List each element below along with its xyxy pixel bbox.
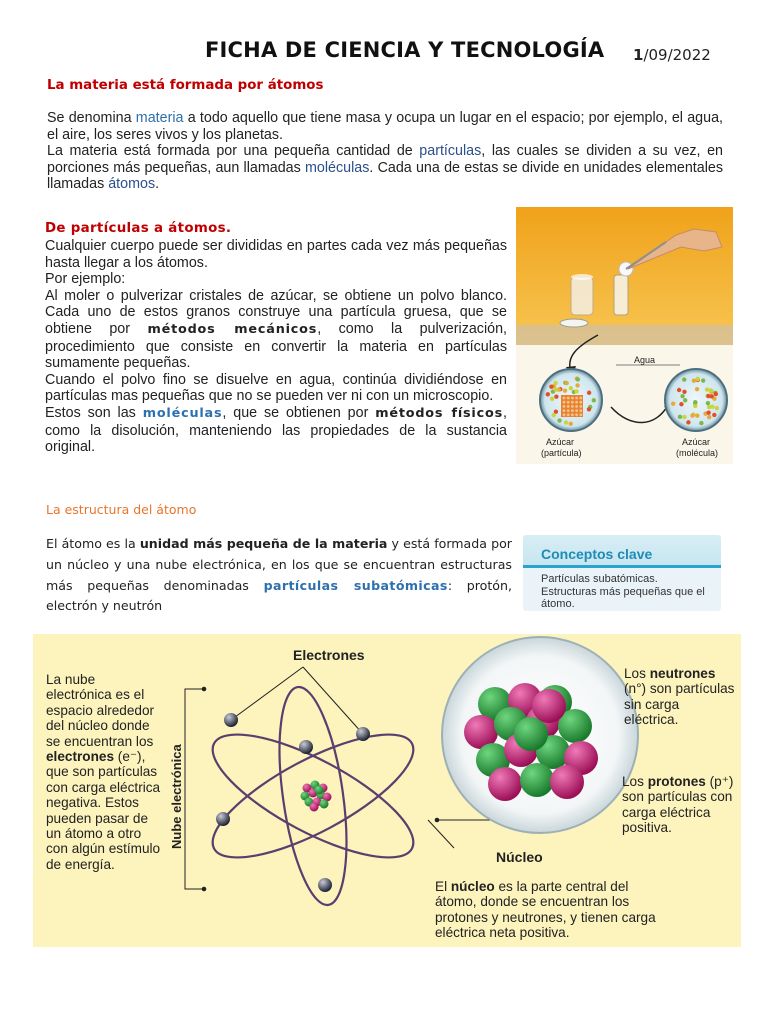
sugar-dot	[554, 388, 558, 392]
text-run: y está formada por un núcleo y una nube electrónica, en los que se encuentran estructuras más pequeñas denominadas	[46, 536, 512, 593]
sugar-dot	[592, 398, 596, 402]
section-heading-particulas: De partículas a átomos.	[45, 221, 232, 236]
text-run: Los	[624, 666, 650, 681]
water-label: Agua	[634, 355, 656, 365]
text-run: El átomo es la	[46, 536, 140, 551]
bold-term: núcleo	[450, 879, 495, 894]
neutron-icon	[520, 763, 554, 797]
paragraph: Cualquier cuerpo puede ser divididas en partes cada vez más pequeñas hasta llegar a los átomos.	[45, 238, 507, 271]
concepts-box	[523, 535, 721, 611]
cloud-vertical-label: Nube electrónica	[169, 744, 184, 849]
bold-term: métodos mecánicos	[147, 321, 318, 337]
text-run: a todo aquello que tiene masa y ocupa un lugar en el espacio; por ejemplo, el agua, el aire, los seres vivos y los planetas.	[47, 110, 723, 143]
intro-text	[47, 110, 723, 193]
date-day: 1	[633, 46, 644, 64]
neutron-icon	[514, 717, 548, 751]
section-heading-estructura: La estructura del átomo	[46, 502, 197, 517]
dish-icon	[560, 319, 588, 327]
text-run: La nube electrónica es el espacio alrededor del núcleo donde se encuentran los	[46, 672, 155, 749]
text-run: Estos son las	[45, 404, 143, 421]
sugar-dot	[575, 383, 579, 387]
particulas-text	[45, 238, 507, 456]
sugar-dot	[671, 402, 675, 406]
sugar-dot	[587, 391, 591, 395]
text-run: , como la pulverización, procedimiento que consiste en convertir la materia en partículas sumamente pequeñas.	[45, 320, 507, 372]
left-caption-2: (partícula)	[541, 448, 582, 458]
neutron-icon	[320, 800, 329, 809]
paragraph	[45, 288, 507, 372]
sugar-dot	[699, 421, 703, 425]
link-atomos[interactable]: átomos	[108, 176, 156, 193]
cube-dot	[575, 413, 578, 416]
cube-dot	[563, 397, 566, 400]
text-run: , como la disolución, manteniendo las propiedades de la sustancia original.	[45, 404, 507, 456]
sugar-dot	[550, 397, 554, 401]
cube-dot	[567, 397, 570, 400]
cube-dot	[579, 405, 582, 408]
link-moleculas-2[interactable]: moléculas	[142, 405, 223, 421]
sugar-dot	[569, 422, 573, 426]
cube-dot	[563, 401, 566, 404]
text-run: : protón, electrón y neutrón	[46, 577, 512, 614]
proton-icon	[310, 803, 319, 812]
text-run: (n°) son partículas sin carga eléctrica.	[624, 681, 735, 728]
cube-dot	[575, 409, 578, 412]
arrow-icon	[611, 405, 668, 423]
intro-paragraph-1	[47, 110, 723, 143]
cube-dot	[571, 405, 574, 408]
sugar-dot	[679, 402, 683, 406]
page-title: FICHA DE CIENCIA Y TECNOLOGÍA	[205, 38, 605, 62]
sugar-dot	[683, 398, 687, 402]
sugar-dot	[546, 392, 550, 396]
cube-dot	[579, 401, 582, 404]
sugar-dot	[557, 418, 561, 422]
paragraph: Cuando el polvo fino se disuelve en agua, continúa dividiéndose en partículas mas pequeñas que no se pueden ver ni con un microscopio.	[45, 371, 507, 405]
sugar-dot	[695, 387, 699, 391]
cube-dot	[567, 413, 570, 416]
text-run: , las cuales se dividen a su vez, en porciones más pequeñas, aun llamadas	[47, 143, 723, 176]
text-run: El	[435, 879, 451, 894]
text-run: .	[155, 176, 160, 193]
sugar-dissolution-figure	[516, 207, 733, 464]
link-particulas-subatomicas[interactable]: partículas subatómicas	[263, 577, 448, 593]
concepts-definition: Estructuras más pequeñas que el átomo.	[541, 586, 705, 610]
date-rest: /09/2022	[643, 46, 711, 64]
concepts-divider	[523, 565, 721, 568]
cube-dot	[579, 413, 582, 416]
neutrons-description	[624, 666, 736, 728]
concepts-title: Conceptos clave	[541, 546, 653, 562]
text-run: Al moler o pulverizar cristales de azúcar, se obtiene un polvo blanco. Cada uno de estos granos construye una partícula gruesa, que se obtiene por	[45, 287, 507, 337]
sugar-dot	[549, 385, 553, 389]
small-nucleus	[301, 781, 332, 812]
cube-dot	[575, 397, 578, 400]
text-run: . Cada una de estas se divide en unidades elementales llamadas	[47, 159, 723, 193]
section-heading-materia: La materia está formada por átomos	[47, 78, 324, 93]
proton-icon	[488, 767, 522, 801]
protons-description	[622, 774, 736, 836]
electron-icon	[224, 713, 238, 727]
sugar-dot	[565, 381, 569, 385]
sugar-dot	[680, 394, 684, 398]
sugar-dot	[690, 413, 694, 417]
sugar-dot	[677, 388, 681, 392]
cube-dot	[563, 413, 566, 416]
sugar-cube-icon	[561, 395, 583, 417]
sugar-dot	[682, 415, 686, 419]
sugar-dot	[693, 400, 697, 404]
cube-dot	[567, 409, 570, 412]
sugar-figure-graphic	[516, 207, 733, 464]
cube-dot	[575, 405, 578, 408]
concepts-term: Partículas subatómicas.	[541, 573, 658, 585]
bold-term: métodos físicos	[375, 405, 504, 421]
text-run: Se denomina	[47, 110, 136, 126]
intro-paragraph-2	[47, 143, 723, 193]
sugar-dot	[587, 407, 591, 411]
sugar-dot	[706, 411, 710, 415]
cube-dot	[571, 409, 574, 412]
sugar-dot	[576, 377, 580, 381]
cloud-description	[46, 672, 164, 872]
glass-icon	[571, 277, 593, 315]
sugar-dot	[707, 415, 711, 419]
sugar-dot	[554, 394, 558, 398]
proton-icon	[550, 765, 584, 799]
proton-icon	[532, 689, 566, 723]
cube-dot	[579, 409, 582, 412]
sugar-dot	[686, 420, 690, 424]
sugar-dot	[678, 415, 682, 419]
right-caption-2: (molécula)	[676, 448, 719, 458]
electron-icon	[356, 727, 370, 741]
nucleus-description	[435, 879, 665, 941]
text-run: Los	[622, 774, 648, 789]
right-caption-1: Azúcar	[682, 437, 711, 447]
sugar-dot	[696, 377, 700, 381]
sugar-dot	[709, 394, 713, 398]
text-run: La materia está formada por una pequeña cantidad de	[47, 143, 420, 160]
sugar-dot	[563, 388, 567, 392]
link-materia[interactable]: materia	[135, 110, 184, 126]
date	[633, 46, 711, 64]
cube-dot	[563, 409, 566, 412]
sugar-dot	[569, 386, 573, 390]
sugar-dot	[706, 401, 710, 405]
link-particulas[interactable]: partículas	[419, 143, 482, 160]
sugar-dot	[701, 378, 705, 382]
electron-icon	[299, 740, 313, 754]
sugar-dot	[715, 406, 719, 410]
paragraph	[45, 405, 507, 456]
sugar-dot	[707, 405, 711, 409]
sugar-dot	[712, 413, 716, 417]
left-caption-1: Azúcar	[546, 437, 575, 447]
electron-icon	[216, 812, 230, 826]
neutron-icon	[315, 786, 324, 795]
atom-figure	[33, 634, 741, 947]
text-run: , que se obtienen por	[222, 404, 376, 421]
sugar-dot	[695, 413, 699, 417]
sugar-dot	[552, 413, 556, 417]
nucleus-label: Núcleo	[496, 849, 543, 865]
electron-icon	[318, 878, 332, 892]
cube-dot	[571, 397, 574, 400]
sugar-dot	[564, 420, 568, 424]
cube-dot	[571, 401, 574, 404]
cube-dot	[563, 405, 566, 408]
paragraph: Por ejemplo:	[45, 271, 126, 288]
cube-dot	[579, 397, 582, 400]
sugar-dot	[709, 388, 713, 392]
text-run: (e⁻), que son partículas con carga eléctrica negativa. Estos pueden pasar de un átomo a otro con algún estímulo de energía.	[46, 749, 161, 872]
text-run: es la parte central del átomo, donde se encuentran los protones y neutrones, y tienen carga eléctrica neta positiva.	[435, 879, 656, 941]
text-run: (p⁺) son partículas con carga eléctrica positiva.	[622, 774, 734, 836]
cube-dot	[575, 401, 578, 404]
cube-dot	[571, 413, 574, 416]
link-moleculas[interactable]: moléculas	[305, 159, 370, 176]
bold-term: electrones	[46, 749, 115, 765]
electrons-label: Electrones	[293, 647, 365, 663]
sugar-dot	[714, 392, 718, 396]
estructura-text	[46, 534, 512, 617]
sugar-dot	[705, 387, 709, 391]
bold-term: unidad más pequeña de la materia	[139, 536, 388, 551]
bold-term: protones	[647, 774, 706, 789]
sugar-dot	[574, 389, 578, 393]
cube-dot	[567, 405, 570, 408]
sugar-dot	[682, 377, 686, 381]
cube-dot	[567, 401, 570, 404]
bold-term: neutrones	[649, 666, 716, 681]
sugar-dot	[682, 390, 686, 394]
